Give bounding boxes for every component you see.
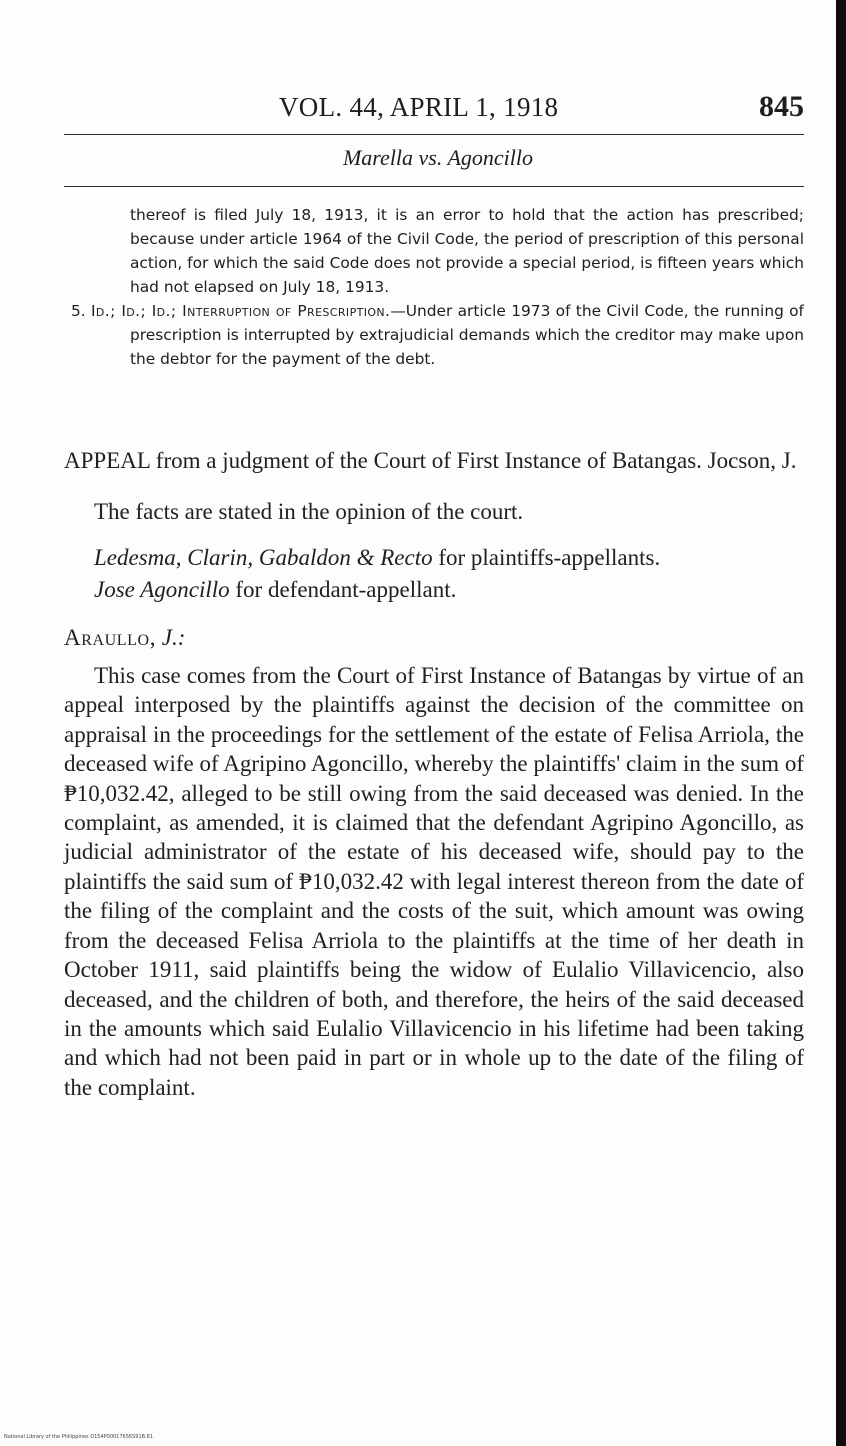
header-rule-bottom <box>64 186 804 187</box>
scan-edge-bar <box>836 0 846 1446</box>
header-rule-top <box>64 134 804 135</box>
defendant-counsel-role: for defendant-appellant. <box>229 577 457 603</box>
defendant-counsel-name: Jose Agoncillo <box>94 577 230 603</box>
running-header <box>64 92 804 132</box>
judge-title: J.: <box>156 624 186 650</box>
judge-name: Araullo, <box>64 624 157 650</box>
appeal-statement: APPEAL from a judgment of the Court of First Instance of Batangas. Jocson, J. <box>64 448 797 473</box>
facts-statement: The facts are stated in the opinion of the court. <box>94 499 524 525</box>
scan-credit-footer: National Library of the Philippines D154P00017656S91B.81 <box>4 1434 154 1440</box>
plaintiffs-counsel-role: for plaintiffs-appellants. <box>432 544 661 570</box>
defendant-counsel <box>64 575 804 604</box>
syllabus-item-text: —Under article 1973 of the Civil Code, the running of prescription is interrupted by extrajudicial demands which the creditor may make upon the debtor for the payment of the debt. <box>130 302 804 368</box>
plaintiffs-counsel <box>64 543 804 572</box>
opinion-paragraph: This case comes from the Court of First Instance of Batangas by virtue of an appeal interposed by the plaintiffs against the decision of the committee on appraisal in the proceedings for the settlement of the estate of Felisa Arriola, the deceased wife of Agripino Agoncillo, whereby the plaintiffs' claim in the sum of ₱10,032.42, alleged to be still owing from the said deceased was denied. In the complaint, as amended, it is claimed that the defendant Agripino Agoncillo, as judicial administrator of the estate of his deceased wife, should pay to the plaintiffs the said sum of ₱10,032.42 with legal interest thereon from the date of the filing of the complaint and the costs of the suit, which amount was owing from the deceased Felisa Arriola to the plaintiffs at the time of her death in October 1911, said plaintiffs being the widow of Eulalio Villavicencio, also deceased, and the children of both, and therefore, the heirs of the said deceased in the amounts which said Eulalio Villavicencio in his lifetime had been taking and which had not been paid in part or in whole up to the date of the filing of the complaint. <box>64 663 804 1100</box>
syllabus-section <box>64 203 804 371</box>
plaintiffs-counsel-names: Ledesma, Clarin, Gabaldon & Recto <box>94 544 433 570</box>
main-body <box>64 446 804 1102</box>
syllabus-item-number: 5. <box>71 302 86 320</box>
syllabus-item-5 <box>64 299 804 371</box>
syllabus-continuation: thereof is filed July 18, 1913, it is an error to hold that the action has prescribed; because under article 1964 of the Civil Code, the period of prescription of this personal action, for which the said Code does not provide a special period, is fifteen years which had not elapsed on July 18, 1913. <box>130 206 804 296</box>
case-title: Marella vs. Agoncillo <box>342 145 534 170</box>
ponente-line <box>64 623 804 652</box>
volume-date-line: VOL. 44, APRIL 1, 1918 <box>279 92 559 122</box>
syllabus-item-topic: Id.; Id.; Id.; Interruption of Prescription. <box>90 302 391 320</box>
page-number: 845 <box>759 90 804 123</box>
